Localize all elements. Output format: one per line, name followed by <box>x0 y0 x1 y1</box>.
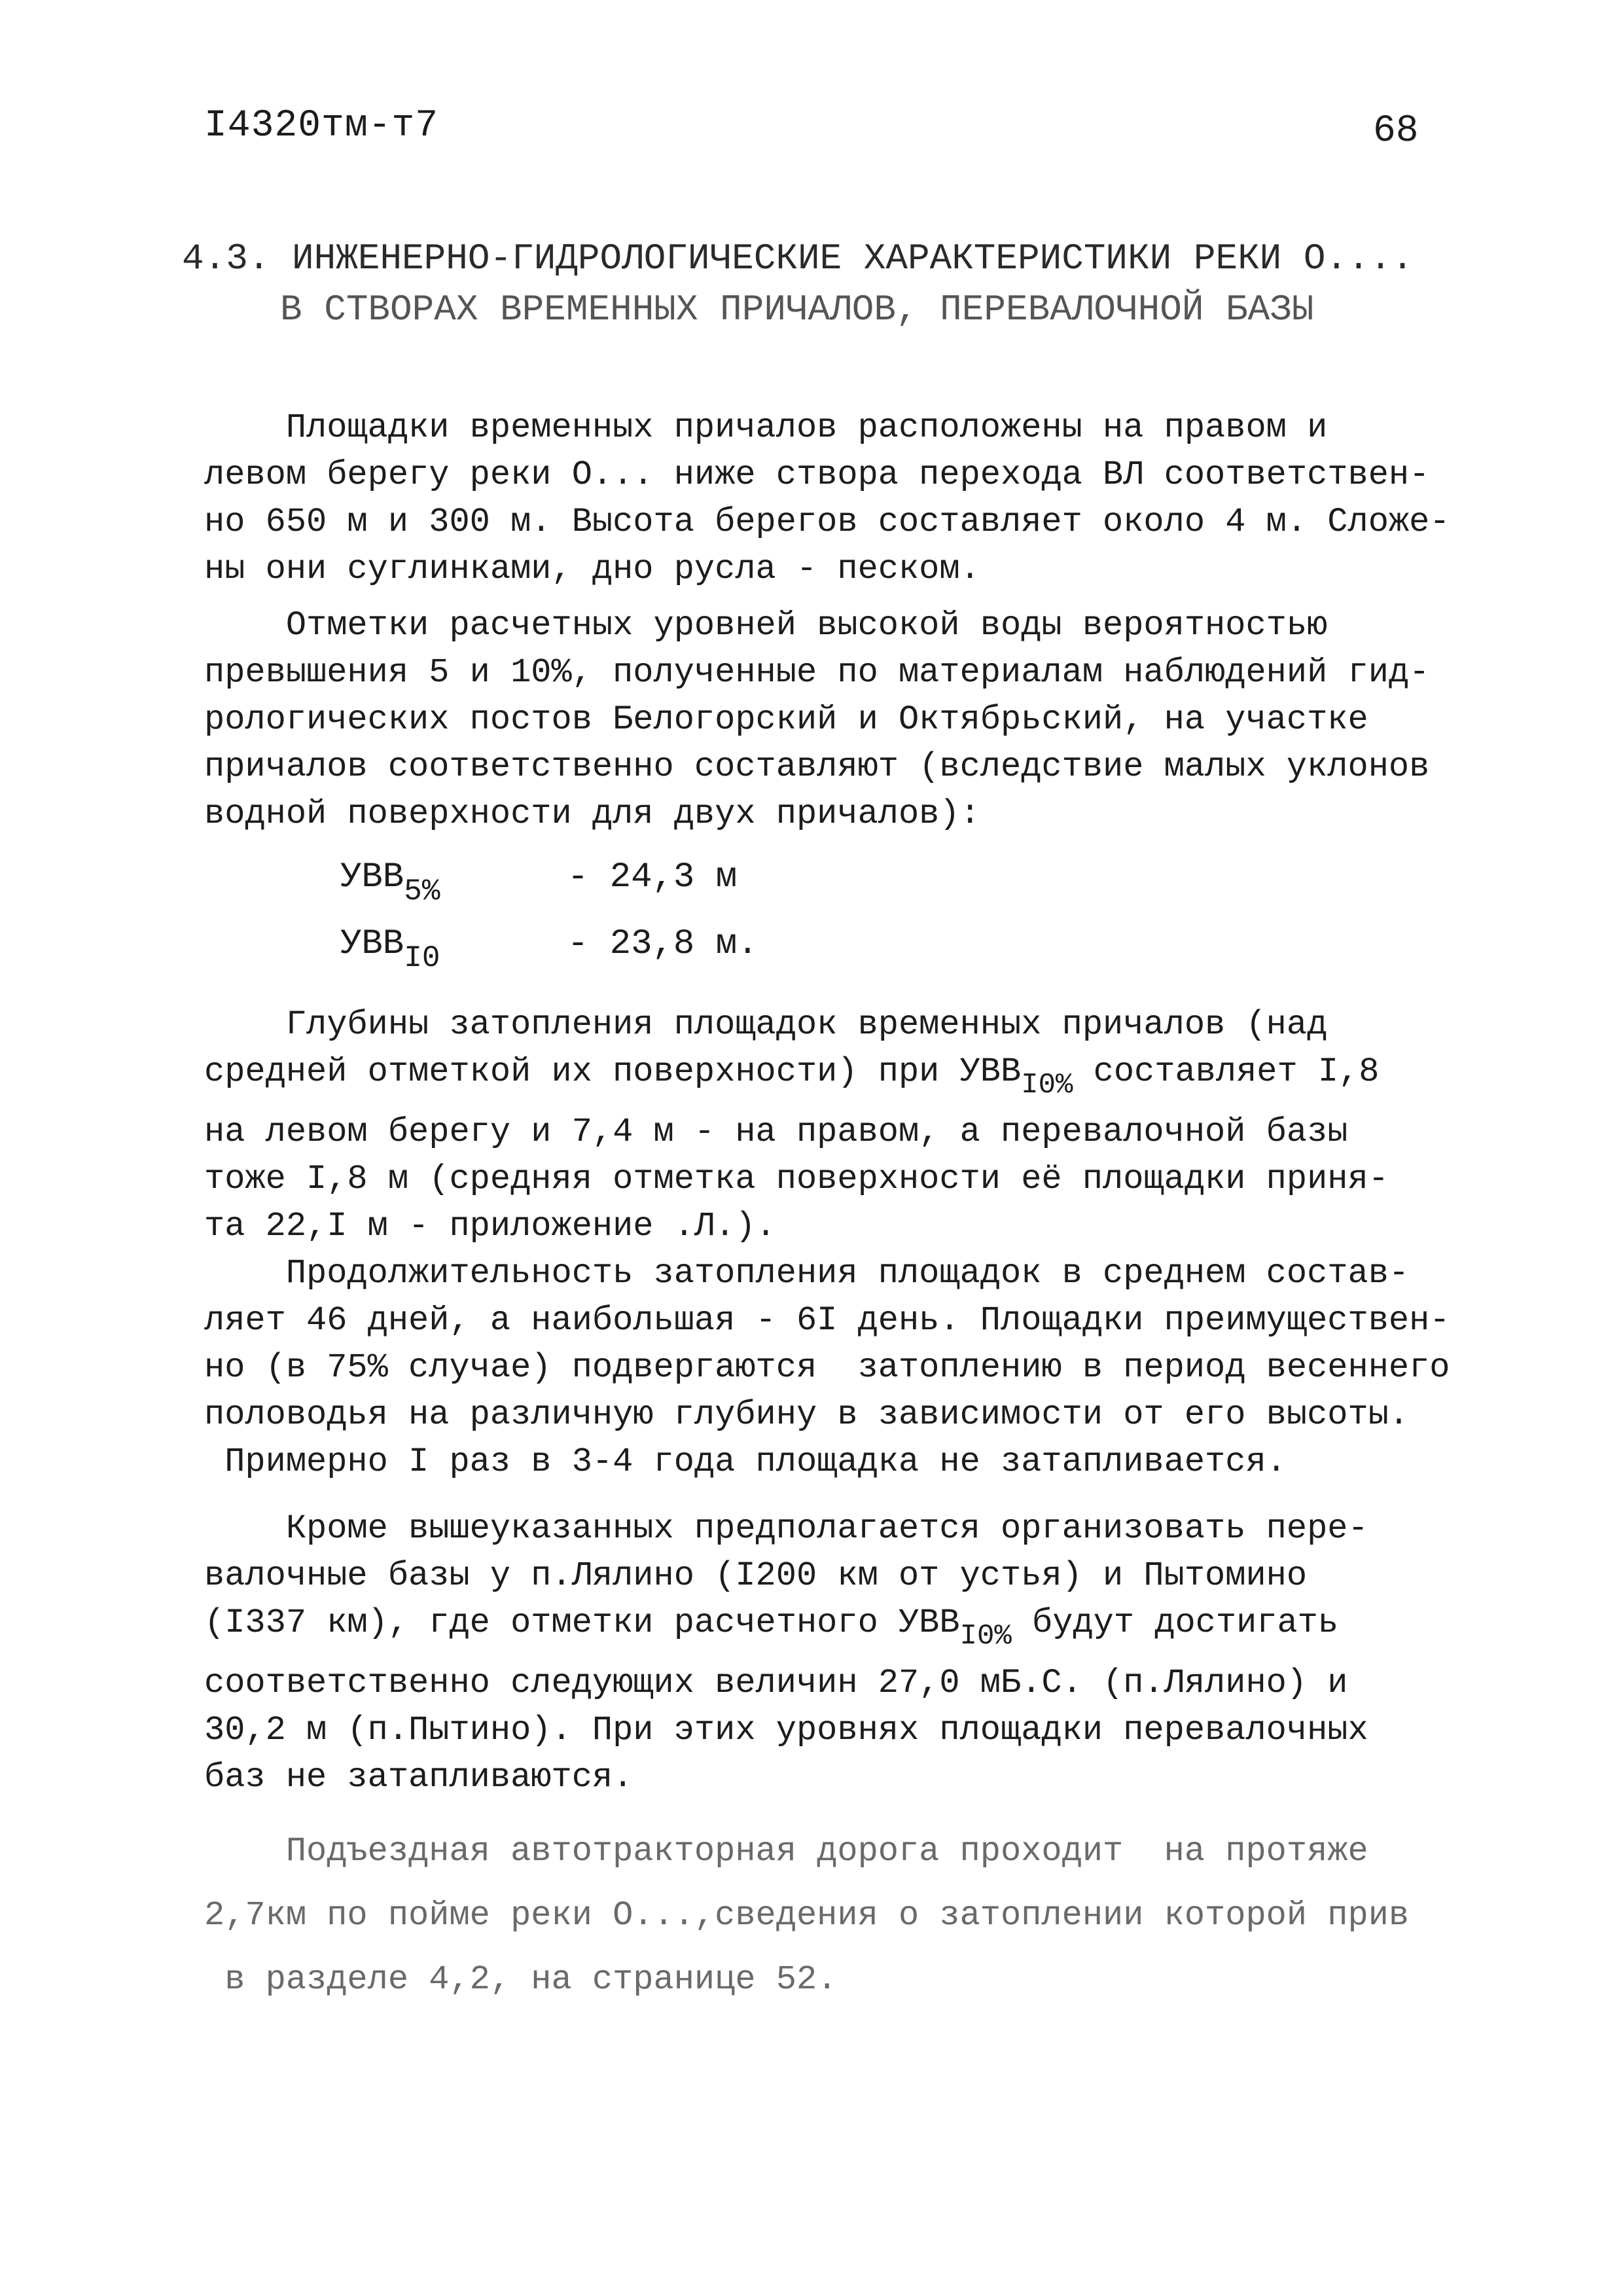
text-line: рологических постов Белогорский и Октябрьский, на участке <box>204 700 1368 739</box>
text-line: Глубины затопления площадок временных причалов (над <box>204 1005 1328 1044</box>
subscript: I0% <box>959 1620 1012 1653</box>
text-line: но 650 м и 300 м. Высота берегов составляет около 4 м. Сложе- <box>204 503 1450 541</box>
text-line: на левом берегу и 7,4 м - на правом, а перевалочной базы <box>204 1113 1348 1151</box>
formula-subscript: I0 <box>404 941 440 975</box>
text-line: Отметки расчетных уровней высокой воды вероятностью <box>204 606 1328 645</box>
paragraph-5 <box>204 1505 1461 1801</box>
formula-value: - 23,8 м. <box>567 924 758 964</box>
text-line: половодья на различную глубину в зависимости от его высоты. <box>204 1395 1410 1434</box>
section-heading <box>182 233 1414 335</box>
paragraph-6 <box>204 1820 1461 2012</box>
subscript: I0% <box>1021 1069 1073 1102</box>
text-line: левом берегу реки О... ниже створа перехода ВЛ соответствен- <box>204 456 1430 494</box>
paragraph-4 <box>204 1250 1461 1486</box>
document-code: I4320тм-т7 <box>204 105 439 147</box>
text-line: (I337 км), где отметки расчетного УВВ <box>204 1604 960 1642</box>
text-line: но (в 75% случае) подвергаются затоплению в период весеннего <box>204 1348 1450 1387</box>
page-number: 68 <box>1373 110 1419 152</box>
text-line: превышения 5 и 10%, полученные по материалам наблюдений гид- <box>204 653 1430 692</box>
text-line: водной поверхности для двух причалов): <box>204 795 980 833</box>
text-line: 30,2 м (п.Пытино). При этих уровнях площадки перевалочных <box>204 1711 1368 1749</box>
text-line: будут достигать <box>1011 1604 1339 1642</box>
text-line: Подъездная автотракторная дорога проходит на протяже <box>204 1832 1368 1871</box>
text-line: 2,7км по пойме реки О...,сведения о затоплении которой прив <box>204 1896 1410 1935</box>
section-title-line-2: В СТВОРАХ ВРЕМЕННЫХ ПРИЧАЛОВ, ПЕРЕВАЛОЧНОЙ БАЗЫ <box>280 289 1314 331</box>
text-line: валочные базы у п.Лялино (I200 км от устья) и Пытомино <box>204 1556 1308 1595</box>
text-line: причалов соответственно составляют (вследствие малых уклонов <box>204 747 1430 786</box>
formula-label: УВВ <box>340 924 404 964</box>
text-line: Площадки временных причалов расположены на правом и <box>204 408 1328 447</box>
formula-uvv-10 <box>340 924 758 975</box>
formula-subscript: 5% <box>404 874 440 908</box>
text-line: баз не затапливаются. <box>204 1758 633 1797</box>
section-number: 4.3. <box>182 238 270 279</box>
text-line: Продолжительность затопления площадок в среднем состав- <box>204 1254 1410 1293</box>
text-line: тоже I,8 м (средняя отметка поверхности её площадки приня- <box>204 1160 1389 1198</box>
formula-label: УВВ <box>340 857 404 897</box>
section-title-line-1: ИНЖЕНЕРНО-ГИДРОЛОГИЧЕСКИЕ ХАРАКТЕРИСТИКИ РЕКИ О.... <box>292 238 1414 279</box>
text-line: ляет 46 дней, а наибольшая - 6I день. Площадки преимуществен- <box>204 1301 1450 1340</box>
text-line: ны они суглинками, дно русла - песком. <box>204 550 980 588</box>
text-line: в разделе 4,2, на странице 52. <box>204 1960 838 1999</box>
paragraph-1 <box>204 404 1461 593</box>
text-line: Кроме вышеуказанных предполагается организовать пере- <box>204 1509 1368 1548</box>
text-line: соответственно следующих величин 27,0 мБ.С. (п.Лялино) и <box>204 1664 1348 1702</box>
paragraph-3 <box>204 1001 1461 1250</box>
text-line: средней отметкой их поверхности) при УВВ <box>204 1052 1022 1091</box>
formula-uvv-5 <box>340 857 737 908</box>
text-line: Примерно I раз в 3-4 года площадка не затапливается. <box>204 1443 1287 1481</box>
text-line: составляет I,8 <box>1073 1052 1380 1091</box>
paragraph-2 <box>204 602 1461 838</box>
formula-value: - 24,3 м <box>567 857 738 897</box>
text-line: та 22,I м - приложение .Л.). <box>204 1207 776 1246</box>
